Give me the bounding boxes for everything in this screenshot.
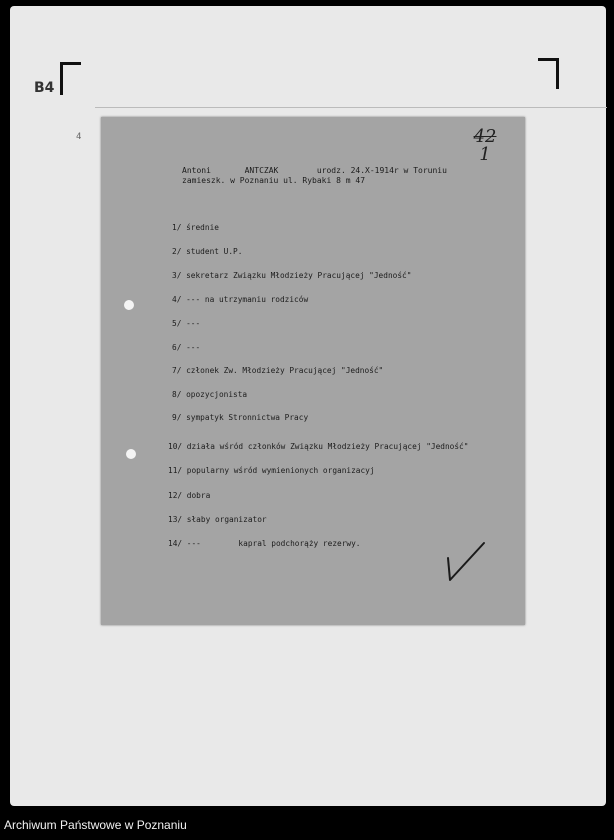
item-number: 5/ (172, 319, 182, 328)
list-item (168, 491, 210, 500)
item-text: dobra (186, 491, 211, 500)
folio-crossed: 42 (473, 126, 497, 147)
folio-number (468, 128, 502, 164)
list-item (172, 223, 219, 232)
item-number: 7/ (172, 366, 182, 375)
checkmark-icon (440, 540, 490, 585)
list-item (168, 539, 360, 548)
item-number: 1/ (172, 223, 182, 232)
item-text: --- (186, 319, 201, 328)
folio-current: 1 (479, 144, 491, 165)
item-number: 13/ (168, 515, 183, 524)
board-label: B4 (34, 80, 55, 96)
item-text: student U.P. (186, 247, 243, 256)
item-number: 12/ (168, 491, 183, 500)
item-text: średnie (186, 223, 219, 232)
list-item (172, 319, 200, 328)
item-text: --- kapral podchorąży rezerwy. (186, 539, 361, 548)
item-number: 14/ (168, 539, 183, 548)
item-text: sekretarz Związku Młodzieży Pracującej "Jedność" (186, 271, 412, 280)
list-item (172, 271, 411, 280)
archive-credit: Archiwum Państwowe w Poznaniu (4, 818, 187, 832)
item-text: popularny wśród wymienionych organizacyj (186, 466, 375, 475)
item-text: działa wśród członków Związku Młodzieży Pracującej "Jedność" (186, 442, 469, 451)
item-text: --- (186, 343, 201, 352)
item-text: sympatyk Stronnictwa Pracy (186, 413, 309, 422)
document-header (182, 166, 447, 186)
corner-mark-right (538, 58, 559, 89)
item-number: 2/ (172, 247, 182, 256)
list-item (172, 366, 383, 375)
item-number: 3/ (172, 271, 182, 280)
list-item (172, 247, 242, 256)
item-number: 8/ (172, 390, 182, 399)
item-text: słaby organizator (186, 515, 267, 524)
item-text: --- na utrzymaniu rodziców (186, 295, 309, 304)
list-item (172, 413, 308, 422)
header-line-2: zamieszk. w Poznaniu ul. Rybaki 8 m 47 (182, 176, 366, 185)
list-item (168, 442, 468, 451)
item-number: 11/ (168, 466, 183, 475)
list-item (168, 515, 267, 524)
item-text: opozycjonista (186, 390, 248, 399)
item-text: członek Zw. Młodzieży Pracującej "Jedność" (186, 366, 384, 375)
punch-hole-icon (126, 449, 136, 459)
list-item (172, 343, 200, 352)
item-number: 9/ (172, 413, 182, 422)
list-item (172, 295, 308, 304)
corner-mark-left (60, 62, 81, 95)
frame-line (95, 107, 607, 108)
punch-hole-icon (124, 300, 134, 310)
item-number: 4/ (172, 295, 182, 304)
item-number: 6/ (172, 343, 182, 352)
item-number: 10/ (168, 442, 183, 451)
list-item (172, 390, 247, 399)
list-item (168, 466, 375, 475)
small-mark: 4 (76, 132, 84, 142)
header-line-1: Antoni ANTCZAK urodz. 24.X-1914r w Toruniu (182, 166, 447, 175)
